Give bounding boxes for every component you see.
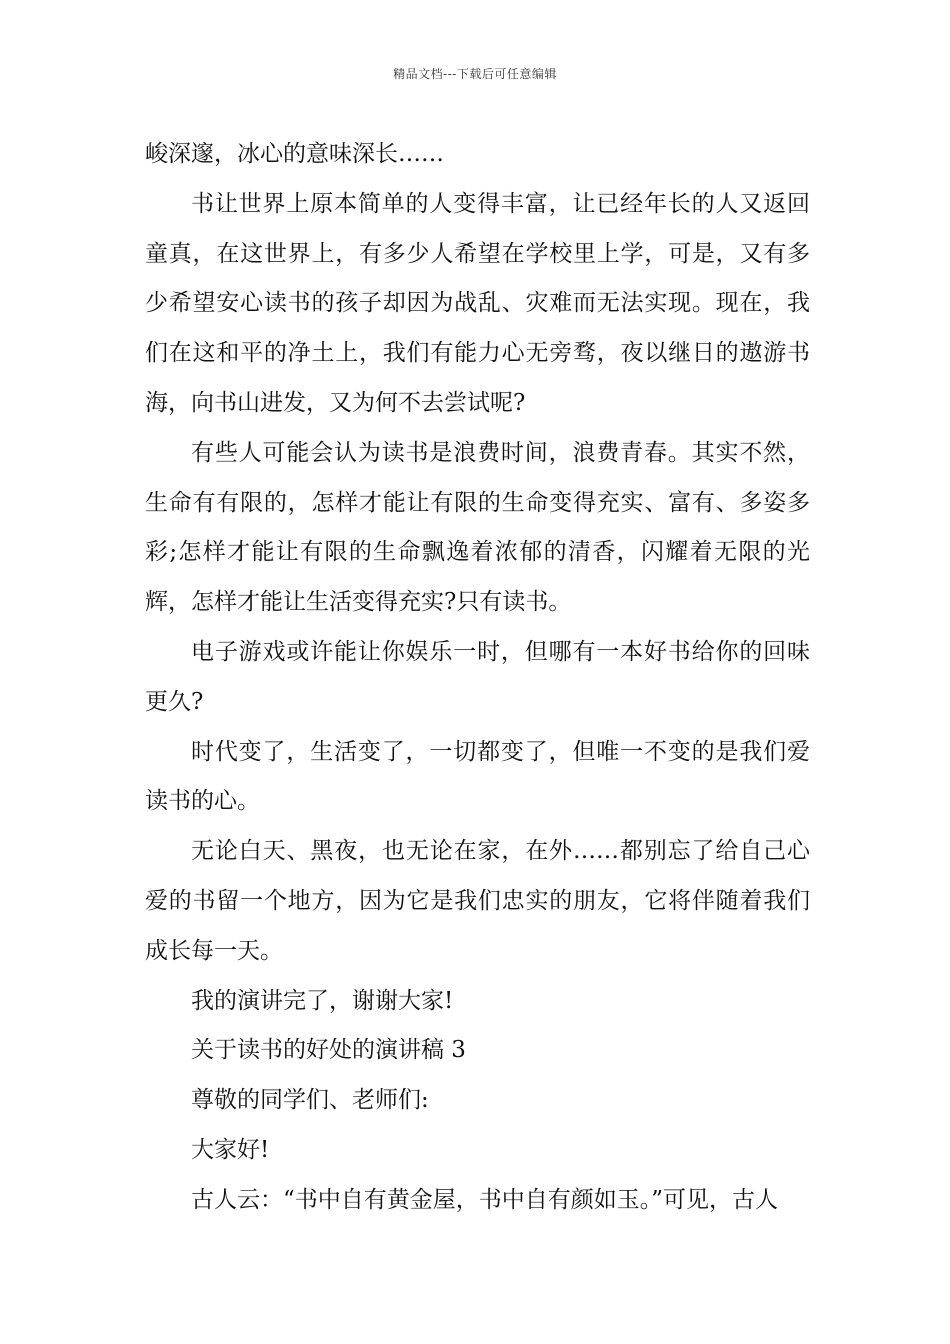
paragraph-6: 无论白天、黑夜，也无论在家，在外……都别忘了给自己心爱的书留一个地方，因为它是我们忠实的朋友，它将伴随着我们成长每一天。 bbox=[145, 838, 810, 964]
paragraph-1: 峻深邃，冰心的意味深长…… bbox=[145, 141, 444, 167]
paragraph-11: 古人云：“书中自有黄金屋，书中自有颜如玉。”可见，古人 bbox=[191, 1186, 779, 1213]
paragraph-2: 书让世界上原本简单的人变得丰富，让已经年长的人又返回童真，在这世界上，有多少人希望在学校里上学，可是，又有多少希望安心读书的孩子却因为战乱、灾难而无法实现。现在，我们在这和平的净土上，我们有能力心无旁骛，夜以继日的遨游书海，向书山进发，又为何不去尝试呢? bbox=[145, 190, 810, 416]
page-header: 精品文档---下载后可任意编辑 bbox=[393, 67, 557, 81]
paragraph-5: 时代变了，生活变了，一切都变了，但唯一不变的是我们爱读书的心。 bbox=[145, 738, 810, 815]
paragraph-3: 有些人可能会认为读书是浪费时间，浪费青春。其实不然，生命有有限的，怎样才能让有限的生命变得充实、富有、多姿多彩;怎样才能让有限的生命飘逸着浓郁的清香，闪耀着无限的光辉，怎样才能让生活变得充实?只有读书。 bbox=[145, 439, 810, 616]
section-heading: 关于读书的好处的演讲稿 3 bbox=[191, 1037, 466, 1064]
greeting: 大家好! bbox=[191, 1136, 270, 1163]
salutation: 尊敬的同学们、老师们: bbox=[191, 1087, 429, 1114]
paragraph-7: 我的演讲完了，谢谢大家! bbox=[191, 987, 454, 1014]
document-body bbox=[145, 130, 810, 1226]
paragraph-4: 电子游戏或许能让你娱乐一时，但哪有一本好书给你的回味更久? bbox=[145, 638, 810, 715]
